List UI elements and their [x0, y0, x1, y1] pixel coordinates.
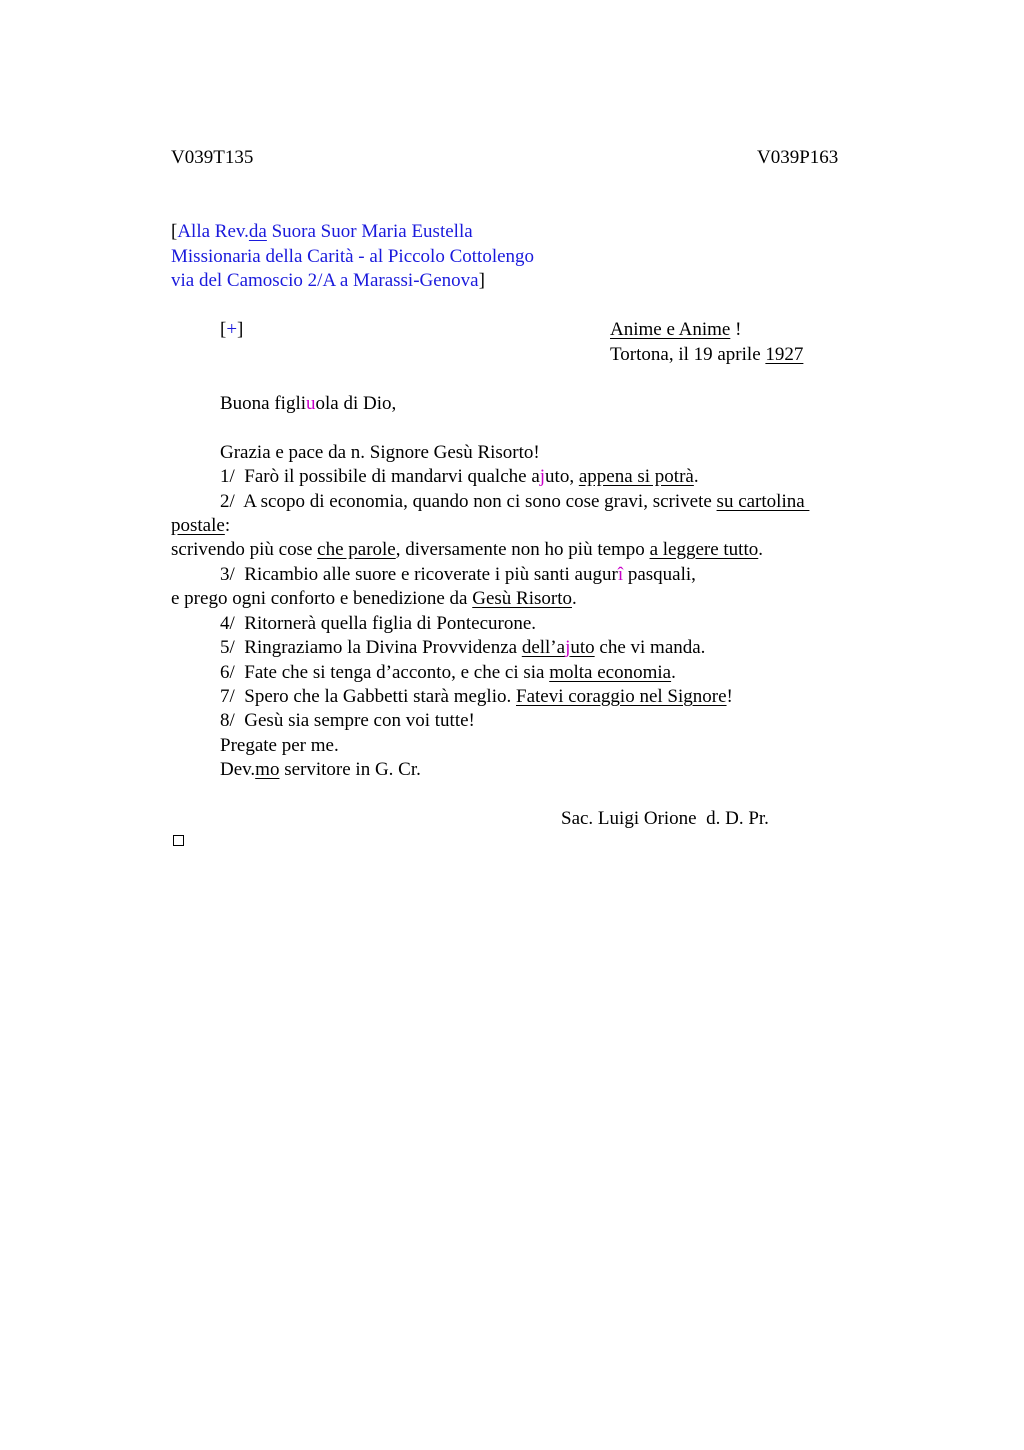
dateline-place-date: Tortona, il 19 aprile — [610, 344, 766, 365]
item-6 — [220, 661, 676, 686]
salutation-part: ola di Dio, — [315, 393, 397, 414]
item-text: 2/ A scopo di economia, quando non ci sono cose gravi, scrivete — [220, 491, 717, 512]
item-underlined: Gesù Risorto — [472, 588, 572, 609]
item-underlined: che parole — [317, 539, 396, 560]
item-text: 1/ Farò il possibile di mandarvi qualche a — [220, 466, 540, 487]
item-underlined: a leggere tutto — [649, 539, 759, 560]
cross-mark — [220, 318, 243, 343]
item-text: 7/ Spero che la Gabbetti starà meglio. — [220, 686, 516, 707]
item-text: . — [693, 466, 699, 487]
item-text: uto — [570, 637, 595, 658]
item-text: 5/ Ringraziamo la Divina Provvidenza — [220, 637, 522, 658]
item-highlight: î — [617, 564, 624, 585]
motto-text: Anime e Anime — [610, 319, 731, 340]
item-underlined: postale — [171, 515, 225, 536]
item-2-continued — [171, 514, 230, 539]
dateline-year: 1927 — [765, 344, 804, 365]
item-text: , diversamente non ho più tempo — [395, 539, 650, 560]
closing-text: servitore in G. Cr. — [279, 759, 421, 780]
address-title-superscript: da — [248, 221, 267, 242]
cross-open: [ — [220, 319, 227, 340]
item-text: . — [758, 539, 763, 560]
document-code-left: V039T135 — [171, 147, 254, 168]
open-bracket: [ — [171, 221, 178, 242]
item-text: pasquali, — [623, 564, 696, 585]
item-2 — [220, 490, 809, 515]
item-3 — [220, 563, 696, 588]
address-line-1 — [171, 220, 473, 245]
item-text: 3/ Ricambio alle suore e ricoverate i più santi augur — [220, 564, 618, 585]
salutation-highlight: u — [306, 393, 316, 414]
address-line-3 — [171, 269, 485, 294]
address-street: via del Camoscio 2/A a Marassi-Genova — [171, 270, 479, 291]
end-mark-box — [173, 835, 184, 846]
motto — [610, 318, 741, 343]
item-underlined: molta economia — [549, 662, 672, 683]
address-recipient: Suora Suor Maria Eustella — [266, 221, 473, 242]
signature: Sac. Luigi Orione d. D. Pr. — [561, 808, 769, 829]
item-highlight: j — [565, 637, 571, 658]
address-title: Alla Rev. — [177, 221, 249, 242]
item-text: dell’a — [521, 637, 566, 658]
dateline — [610, 343, 803, 368]
item-text: e prego ogni conforto e benedizione da — [171, 588, 473, 609]
closing-text: Dev. — [220, 759, 256, 780]
item-text: 6/ Fate che si tenga d’acconto, e che ci sia — [220, 662, 550, 683]
item-text: scrivendo più cose — [171, 539, 318, 560]
cross-close: ] — [237, 319, 244, 340]
item-text: ! — [726, 686, 733, 707]
cross-plus: + — [226, 319, 238, 340]
item-text: . — [572, 588, 577, 609]
closing-superscript: mo — [255, 759, 280, 780]
item-underlined: su cartolina — [716, 491, 810, 512]
item-text: uto, — [545, 466, 579, 487]
item-5 — [220, 636, 705, 661]
motto-mark: ! — [730, 319, 742, 340]
item-text: : — [224, 515, 231, 536]
closing-pray: Pregate per me. — [220, 735, 339, 756]
item-highlight: j — [539, 466, 546, 487]
close-bracket: ] — [478, 270, 485, 291]
item-4: 4/ Ritornerà quella figlia di Pontecurone. — [220, 613, 537, 634]
item-text: che vi manda. — [594, 637, 706, 658]
item-text: . — [671, 662, 676, 683]
item-8: 8/ Gesù sia sempre con voi tutte! — [220, 710, 475, 731]
salutation — [220, 392, 396, 417]
greeting: Grazia e pace da n. Signore Gesù Risorto! — [220, 442, 540, 463]
closing-devoted — [220, 758, 421, 783]
item-1 — [220, 465, 699, 490]
item-3-continued — [171, 587, 577, 612]
item-underlined: Fatevi coraggio nel Signore — [516, 686, 727, 707]
item-7 — [220, 685, 733, 710]
document-code-right: V039P163 — [757, 147, 839, 168]
item-underlined: appena si potrà — [578, 466, 694, 487]
item-2-continued-2 — [171, 538, 763, 563]
item-underlined — [522, 637, 595, 658]
salutation-part: Buona figli — [220, 393, 307, 414]
address-line-2: Missionaria della Carità - al Piccolo Cottolengo — [171, 246, 535, 267]
